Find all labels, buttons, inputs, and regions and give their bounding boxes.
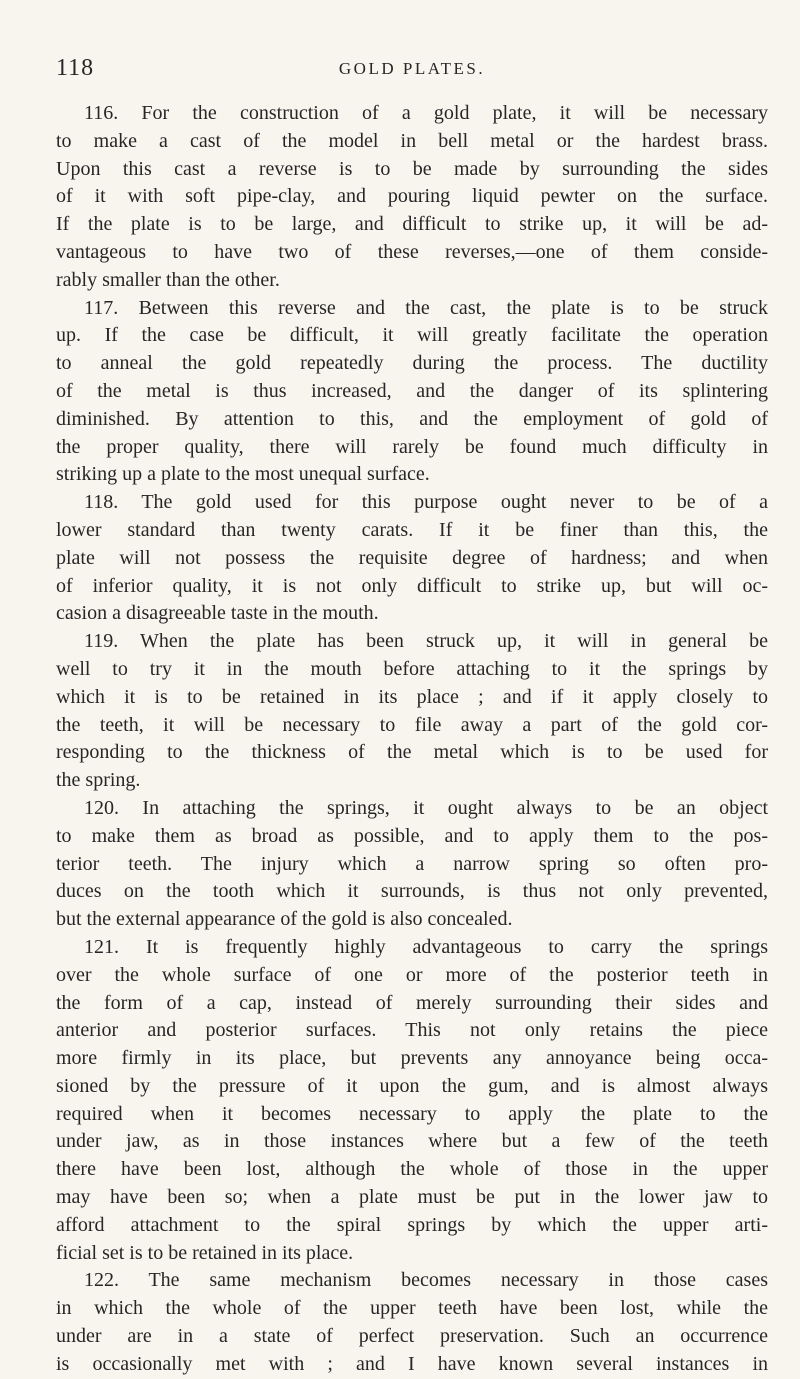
text-line: If the plate is to be large, and difficult to strike up, it will be ad- bbox=[56, 213, 768, 236]
paragraph-first-line: 118. The gold used for this purpose ought never to be of a bbox=[84, 491, 768, 514]
text-line: ficial set is to be retained in its place. bbox=[56, 1241, 354, 1264]
text-line: more firmly in its place, but prevents any annoyance being occa- bbox=[56, 1047, 768, 1070]
text-line: of inferior quality, it is not only difficult to strike up, but will oc- bbox=[56, 574, 768, 597]
text-line: there have been lost, although the whole of those in the upper bbox=[56, 1158, 768, 1181]
paragraph-first-line: 116. For the construction of a gold plate, it will be necessary bbox=[84, 102, 768, 124]
text-line: lower standard than twenty carats. If it be finer than this, the bbox=[56, 518, 768, 541]
text-line: afford attachment to the spiral springs by which the upper arti- bbox=[56, 1213, 768, 1236]
text-line: but the external appearance of the gold is also concealed. bbox=[56, 908, 513, 931]
paragraph-first-line: 120. In attaching the springs, it ought always to be an object bbox=[84, 796, 768, 819]
text-line: the teeth, it will be necessary to file away a part of the gold cor- bbox=[56, 713, 768, 736]
text-line: which it is to be retained in its place ; and if it apply closely to bbox=[56, 685, 768, 708]
text-line: the form of a cap, instead of merely surrounding their sides and bbox=[56, 991, 768, 1014]
text-line: under are in a state of perfect preservation. Such an occurrence bbox=[56, 1325, 768, 1348]
text-line: required when it becomes necessary to apply the plate to the bbox=[56, 1102, 768, 1125]
page-number: 118 bbox=[56, 55, 95, 81]
text-line: anterior and posterior surfaces. This not only retains the piece bbox=[56, 1019, 768, 1042]
text-line: sioned by the pressure of it upon the gum, and is almost always bbox=[56, 1074, 768, 1097]
text-line: in which the whole of the upper teeth have been lost, while the bbox=[56, 1297, 768, 1320]
text-line: vantageous to have two of these reverses,—one of them conside- bbox=[56, 240, 768, 263]
text-line: striking up a plate to the most unequal surface. bbox=[56, 463, 430, 486]
text-line: casion a disagreeable taste in the mouth. bbox=[56, 602, 379, 625]
text-line: well to try it in the mouth before attaching to it the springs by bbox=[56, 657, 768, 680]
text-line: under jaw, as in those instances where but a few of the teeth bbox=[56, 1130, 768, 1153]
text-line: the proper quality, there will rarely be found much difficulty in bbox=[56, 435, 768, 458]
paragraph-first-line: 119. When the plate has been struck up, it will in general be bbox=[84, 630, 768, 653]
text-line: may have been so; when a plate must be put in the lower jaw to bbox=[56, 1186, 768, 1209]
text-line: of it with soft pipe-clay, and pouring liquid pewter on the surface. bbox=[56, 185, 768, 208]
text-line: plate will not possess the requisite degree of hardness; and when bbox=[56, 546, 768, 569]
running-title: GOLD PLATES. bbox=[338, 59, 486, 78]
text-line: duces on the tooth which it surrounds, is thus not only prevented, bbox=[56, 880, 768, 903]
text-line: is occasionally met with ; and I have known several instances in bbox=[56, 1352, 768, 1375]
paragraph-first-line: 122. The same mechanism becomes necessary in those cases bbox=[84, 1269, 768, 1292]
text-line: to anneal the gold repeatedly during the process. The ductility bbox=[56, 352, 768, 375]
body-text bbox=[56, 100, 768, 1379]
paragraph-first-line: 117. Between this reverse and the cast, the plate is to be struck bbox=[84, 296, 768, 319]
text-line: up. If the case be difficult, it will greatly facilitate the operation bbox=[56, 324, 768, 347]
paragraph-first-line: 121. It is frequently highly advantageous to carry the springs bbox=[84, 935, 768, 958]
running-head bbox=[56, 55, 768, 85]
text-line: to make a cast of the model in bell metal or the hardest brass. bbox=[56, 129, 768, 152]
text-line: of the metal is thus increased, and the danger of its splintering bbox=[56, 379, 768, 402]
text-line: over the whole surface of one or more of the posterior teeth in bbox=[56, 963, 768, 986]
text-line: the spring. bbox=[56, 769, 141, 792]
text-line: diminished. By attention to this, and the employment of gold of bbox=[56, 407, 768, 430]
text-line: Upon this cast a reverse is to be made by surrounding the sides bbox=[56, 157, 768, 180]
text-line: responding to the thickness of the metal which is to be used for bbox=[56, 741, 768, 764]
text-line: terior teeth. The injury which a narrow spring so often pro- bbox=[56, 852, 768, 875]
text-line: to make them as broad as possible, and to apply them to the pos- bbox=[56, 824, 768, 847]
text-line: rably smaller than the other. bbox=[56, 268, 280, 291]
